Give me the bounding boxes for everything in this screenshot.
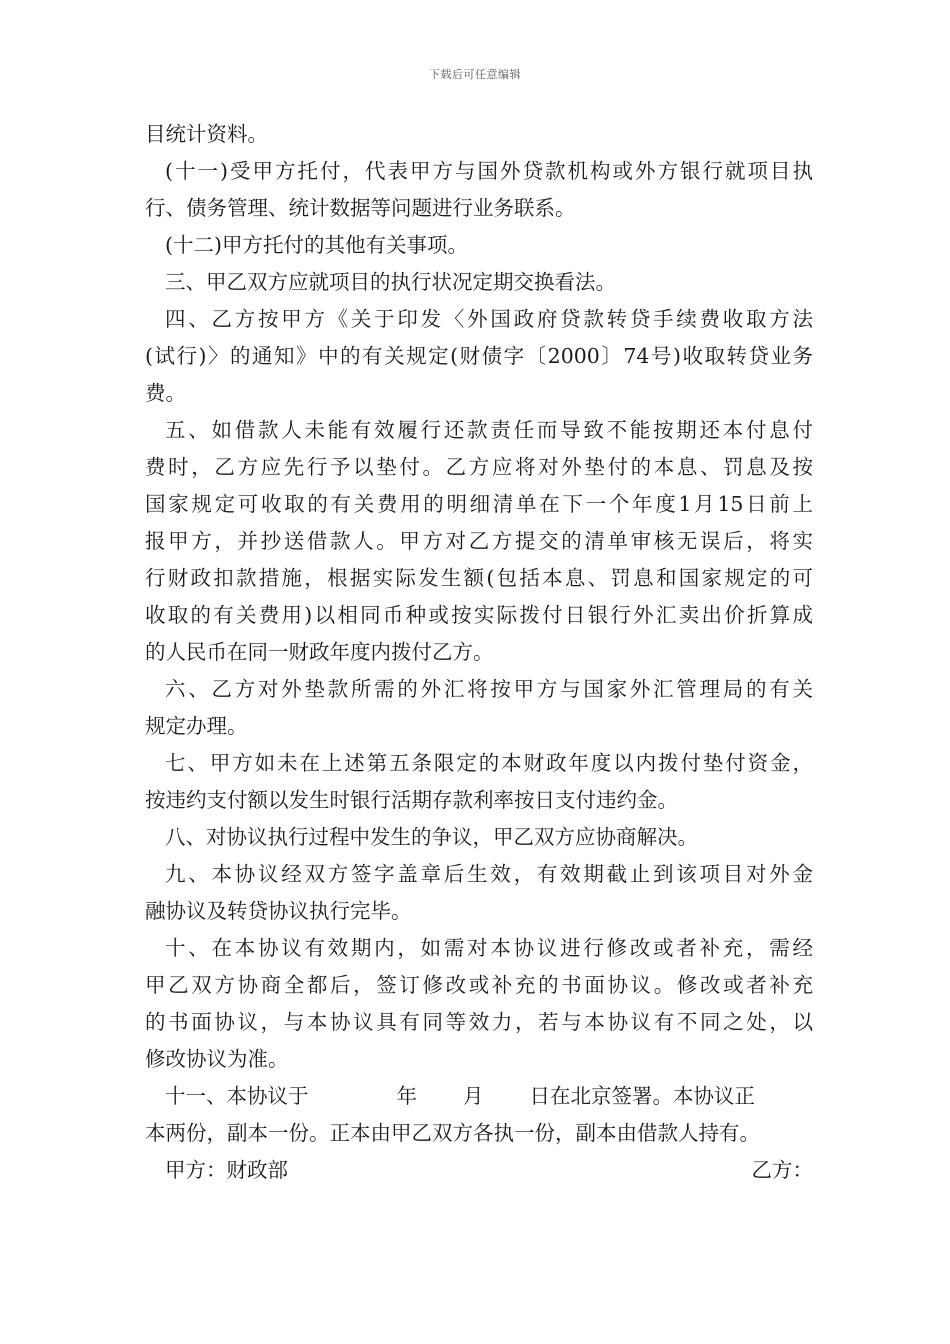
body-line: 规定办理。 bbox=[145, 714, 248, 738]
party-b: 乙方： bbox=[751, 1158, 813, 1182]
party-a: 甲方：财政部 bbox=[165, 1158, 288, 1182]
body-line: 的人民币在同一财政年度内拨付乙方。 bbox=[145, 640, 494, 664]
body-line: 的书面协议，与本协议具有同等效力，若与本协议有不同之处，以 bbox=[145, 1010, 813, 1034]
body-line: 本两份，副本一份。正本由甲乙双方各执一份，副本由借款人持有。 bbox=[145, 1121, 760, 1145]
body-line: 甲乙双方协商全都后，签订修改或补充的书面协议。修改或者补充 bbox=[145, 973, 813, 997]
body-line: 四、乙方按甲方《关于印发〈外国政府贷款转贷手续费收取方法 bbox=[165, 307, 813, 331]
body-line: (十二)甲方托付的其他有关事项。 bbox=[165, 233, 468, 257]
body-line: 费时，乙方应先行予以垫付。乙方应将对外垫付的本息、罚息及按 bbox=[145, 455, 813, 479]
body-line: 修改协议为准。 bbox=[145, 1047, 289, 1071]
body-line: 融协议及转贷协议执行完毕。 bbox=[145, 899, 412, 923]
body-line: (十一)受甲方托付，代表甲方与国外贷款机构或外方银行就项目执 bbox=[165, 159, 813, 183]
body-line: 七、甲方如未在上述第五条限定的本财政年度以内拨付垫付资金， bbox=[165, 751, 813, 775]
body-line: 国家规定可收取的有关费用的明细清单在下一个年度1月15日前上 bbox=[145, 492, 813, 516]
body-line: 行财政扣款措施，根据实际发生额(包括本息、罚息和国家规定的可 bbox=[145, 566, 813, 590]
body-line: 报甲方，并抄送借款人。甲方对乙方提交的清单审核无误后，将实 bbox=[145, 529, 813, 553]
body-line: 目统计资料。 bbox=[145, 122, 268, 146]
signing-date-line bbox=[145, 1078, 813, 1115]
body-line: 十、在本协议有效期内，如需对本协议进行修改或者补充，需经 bbox=[165, 936, 813, 960]
body-line: 费。 bbox=[145, 381, 186, 405]
body-line: 收取的有关费用)以相同币种或按实际拨付日银行外汇卖出价折算成 bbox=[145, 603, 813, 627]
body-line: 六、乙方对外垫款所需的外汇将按甲方与国家外汇管理局的有关 bbox=[165, 677, 813, 701]
signing-month: 月 bbox=[463, 1084, 484, 1108]
signature-line bbox=[145, 1152, 813, 1189]
body-line: 八、对协议执行过程中发生的争议，甲乙双方应协商解决。 bbox=[165, 825, 698, 849]
signing-prefix: 十一、本协议于 bbox=[165, 1084, 309, 1108]
body-line: 三、甲乙双方应就项目的执行状况定期交换看法。 bbox=[165, 270, 616, 294]
body-line: 五、如借款人未能有效履行还款责任而导致不能按期还本付息付 bbox=[165, 418, 813, 442]
document-body bbox=[145, 116, 813, 1189]
body-line: (试行)〉的通知》中的有关规定(财债字〔2000〕74号)收取转贷业务 bbox=[145, 344, 813, 368]
page-header: 下载后可任意编辑 bbox=[429, 68, 521, 81]
body-line: 九、本协议经双方签字盖章后生效，有效期截止到该项目对外金 bbox=[165, 862, 813, 886]
body-line: 行、债务管理、统计数据等问题进行业务联系。 bbox=[145, 196, 576, 220]
signing-year: 年 bbox=[396, 1084, 417, 1108]
signing-suffix: 日在北京签署。本协议正 bbox=[529, 1084, 755, 1108]
body-line: 按违约支付额以发生时银行活期存款利率按日支付违约金。 bbox=[145, 788, 678, 812]
